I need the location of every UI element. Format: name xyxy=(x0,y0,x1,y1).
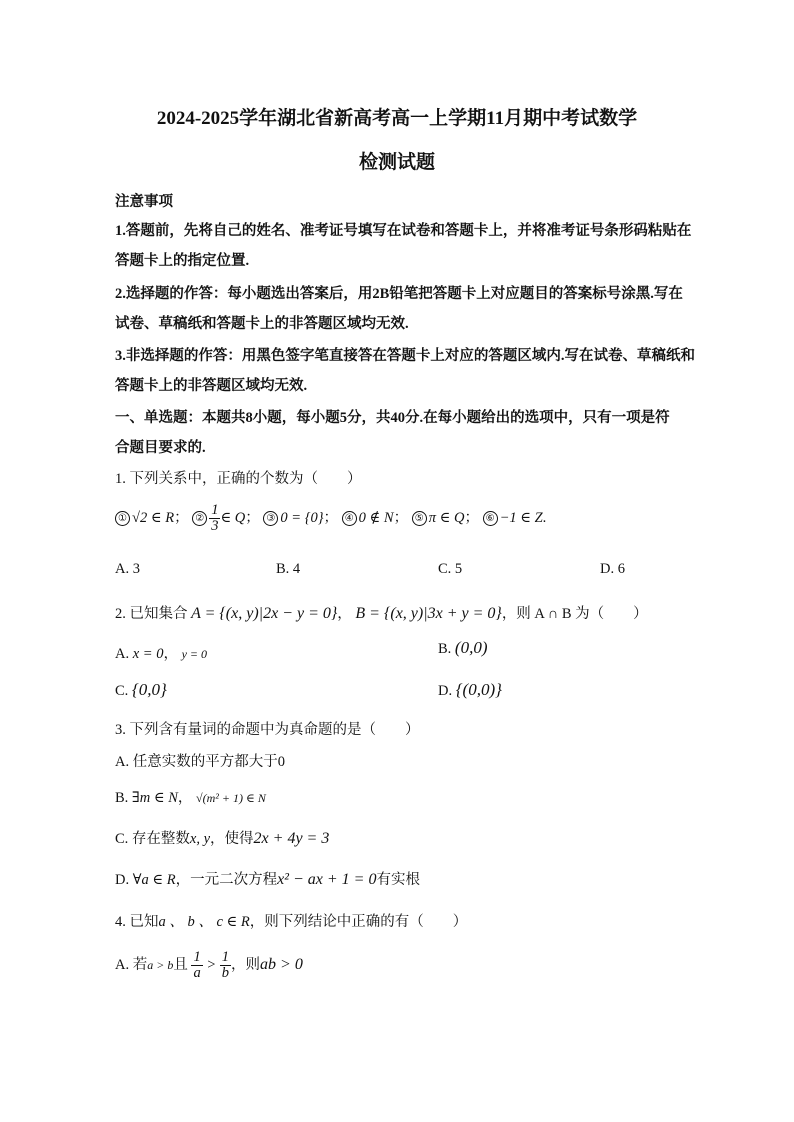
q4-stem: 4. 已知a 、 b 、 c ∈ R，则下列结论中正确的有（ ） xyxy=(115,914,468,930)
notice-item-2a: 2.选择题的作答：每小题选出答案后，用2B铅笔把答题卡上对应题目的答案标号涂黑.写在 xyxy=(115,286,683,302)
q1-item4: 0 ∉ N xyxy=(358,509,394,526)
q1-item6-num: ⑥ xyxy=(483,511,498,526)
q1-option-a: A. 3 xyxy=(115,561,140,577)
q1-item1: √2 ∈ R xyxy=(132,509,175,526)
notice-item-1b: 答题卡上的指定位置. xyxy=(115,253,250,269)
exam-title-line1: 2024-2025学年湖北省新高考高一上学期11月期中考试数学 xyxy=(156,108,638,129)
notice-item-3b: 答题卡上的非答题区域均无效. xyxy=(115,378,308,394)
q1-items: ① √2 ∈ R； ② $\frac{1}{3}$ ∈ Q； ③ 0 = {0}； ④ 0 ∉ N； ⑤ π ∈ Q； ⑥ −1 ∈ Z. xyxy=(115,503,546,534)
q3-option-d: D. ∀a ∈ R，一元二次方程x² − ax + 1 = 0有实根 xyxy=(115,871,420,888)
q2-option-d: D. {(0,0)} xyxy=(438,680,502,699)
q1-item6: −1 ∈ Z xyxy=(499,509,543,526)
exam-title-line2: 检测试题 xyxy=(358,152,435,173)
q1-item2: ∈ Q xyxy=(220,509,246,526)
q3-option-c: C. 存在整数x, y，使得2x + 4y = 3 xyxy=(115,830,330,847)
q4-option-a: A. 若a > b且 $\frac{1}{a}$ > $\frac{1}{b}$ ，则ab > 0 xyxy=(115,949,303,981)
notice-item-1a: 1.答题前，先将自己的姓名、准考证号填写在试卷和答题卡上，并将准考证号条形码粘贴在 xyxy=(115,223,692,239)
q1-stem: 1. 下列关系中，正确的个数为（ ） xyxy=(115,471,362,487)
q1-item5-num: ⑤ xyxy=(412,511,427,526)
q1-item4-num: ④ xyxy=(342,511,357,526)
section1-line-a: 一、单选题：本题共8小题，每小题5分，共40分.在每小题给出的选项中，只有一项是符 xyxy=(115,410,670,426)
notice-heading: 注意事项 xyxy=(115,194,173,210)
q1-item3-num: ③ xyxy=(263,511,278,526)
q2-set-b: B = {(x, y)|3x + y = 0} xyxy=(355,605,502,622)
section1-line-b: 合题目要求的. xyxy=(115,440,206,456)
q1-item3: 0 = {0} xyxy=(280,509,324,526)
q2-set-a: A = {(x, y)|2x − y = 0} xyxy=(191,605,338,622)
q2-stem: 2. 已知集合 A = {(x, y)|2x − y = 0}， B = {(x, y)|3x + y = 0}，则 A ∩ B 为（ ） xyxy=(115,605,648,622)
q3-option-b: B. ∃m ∈ N， √(m² + 1) ∈ N xyxy=(115,790,266,806)
q2-option-c: C. {0,0} xyxy=(115,680,167,699)
q1-option-c: C. 5 xyxy=(438,561,463,577)
notice-item-2b: 试卷、草稿纸和答题卡上的非答题区域均无效. xyxy=(115,316,409,332)
q3-option-a: A. 任意实数的平方都大于0 xyxy=(115,754,285,770)
q1-item2-frac: $\frac{1}{3}$ xyxy=(211,502,219,534)
q1-option-b: B. 4 xyxy=(276,561,301,577)
q3-stem: 3. 下列含有量词的命题中为真命题的是（ ） xyxy=(115,722,420,738)
q4-frac-1-over-b: $\frac{1}{b}$ xyxy=(221,949,230,981)
q4-frac-1-over-a: $\frac{1}{a}$ xyxy=(193,949,201,981)
q1-item1-num: ① xyxy=(115,511,130,526)
q1-option-d: D. 6 xyxy=(600,561,625,577)
q2-option-a: A. x = 0， y = 0 xyxy=(115,646,208,662)
q2-option-b: B. (0,0) xyxy=(438,638,488,657)
notice-item-3a: 3.非选择题的作答：用黑色签字笔直接答在答题卡上对应的答题区域内.写在试卷、草稿纸和 xyxy=(115,348,695,364)
q1-item2-num: ② xyxy=(192,511,207,526)
q1-item5: π ∈ Q xyxy=(428,509,465,526)
